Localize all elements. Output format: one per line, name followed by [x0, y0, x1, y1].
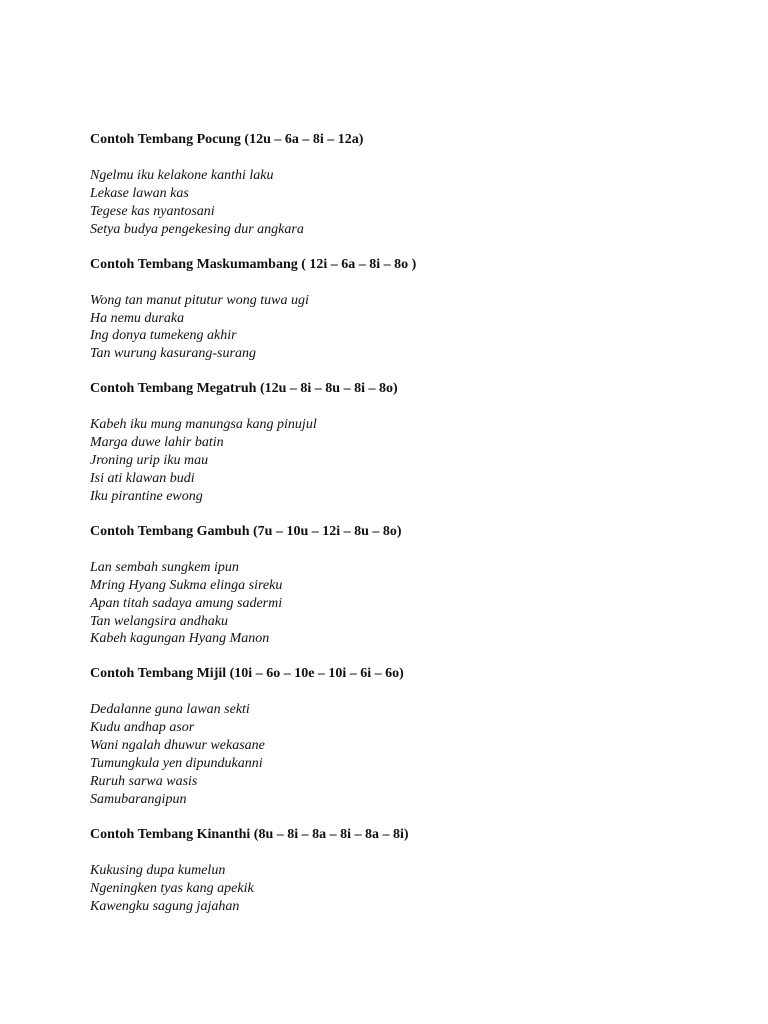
verse-line: Tegese kas nyantosani	[90, 203, 215, 219]
verse	[90, 559, 710, 649]
verse	[90, 292, 710, 364]
verse-line: Isi ati klawan budi	[90, 470, 195, 486]
section-megatruh	[90, 380, 710, 506]
document-page	[90, 131, 710, 932]
verse	[90, 701, 710, 808]
section-title: Contoh Tembang Gambuh (7u – 10u – 12i – 8u – 8o)	[90, 523, 402, 539]
verse-line: Tan wurung kasurang-surang	[90, 346, 256, 362]
section-gambuh	[90, 523, 710, 649]
verse-line: Ruruh sarwa wasis	[90, 773, 198, 789]
verse-line: Lekase lawan kas	[90, 185, 189, 201]
verse-line: Kudu andhap asor	[90, 720, 195, 736]
verse-line: Lan sembah sungkem ipun	[90, 559, 239, 575]
verse-line: Ngeningken tyas kang apekik	[90, 880, 254, 896]
verse	[90, 416, 710, 506]
section-mijil	[90, 665, 710, 808]
verse	[90, 862, 710, 916]
section-pocung	[90, 131, 710, 239]
verse	[90, 167, 710, 239]
verse-line: Kabeh iku mung manungsa kang pinujul	[90, 417, 317, 433]
verse-line: Ngelmu iku kelakone kanthi laku	[90, 168, 274, 183]
section-title: Contoh Tembang Mijil (10i – 6o – 10e – 10i – 6i – 6o)	[90, 666, 404, 682]
verse-line: Wani ngalah dhuwur wekasane	[90, 738, 265, 754]
verse-line: Kabeh kagungan Hyang Manon	[90, 631, 270, 647]
verse-line: Kukusing dupa kumelun	[90, 862, 226, 878]
verse-line: Tumungkula yen dipundukanni	[90, 756, 263, 772]
section-title: Contoh Tembang Megatruh (12u – 8i – 8u – 8i – 8o)	[90, 381, 398, 397]
section-title: Contoh Tembang Maskumambang ( 12i – 6a – 8i – 8o )	[90, 256, 417, 272]
verse-line: Setya budya pengekesing dur angkara	[90, 221, 304, 237]
verse-line: Apan titah sadaya amung sadermi	[90, 595, 283, 611]
section-title: Contoh Tembang Pocung (12u – 6a – 8i – 12a)	[90, 132, 364, 147]
verse-line: Marga duwe lahir batin	[90, 435, 224, 451]
verse-line: Kawengku sagung jajahan	[90, 898, 240, 914]
verse-line: Mring Hyang Sukma elinga sireku	[90, 577, 283, 593]
verse-line: Dedalanne guna lawan sekti	[90, 702, 250, 718]
verse-line: Jroning urip iku mau	[90, 453, 209, 469]
verse-line: Ing donya tumekeng akhir	[90, 328, 237, 344]
verse-line: Tan welangsira andhaku	[90, 613, 228, 629]
section-kinanthi	[90, 826, 710, 916]
section-title: Contoh Tembang Kinanthi (8u – 8i – 8a – 8i – 8a – 8i)	[90, 826, 409, 842]
verse-line: Wong tan manut pitutur wong tuwa ugi	[90, 292, 309, 308]
section-maskumambang	[90, 256, 710, 364]
verse-line: Samubarangipun	[90, 791, 187, 807]
verse-line: Ha nemu duraka	[90, 310, 185, 326]
verse-line: Iku pirantine ewong	[90, 488, 203, 504]
